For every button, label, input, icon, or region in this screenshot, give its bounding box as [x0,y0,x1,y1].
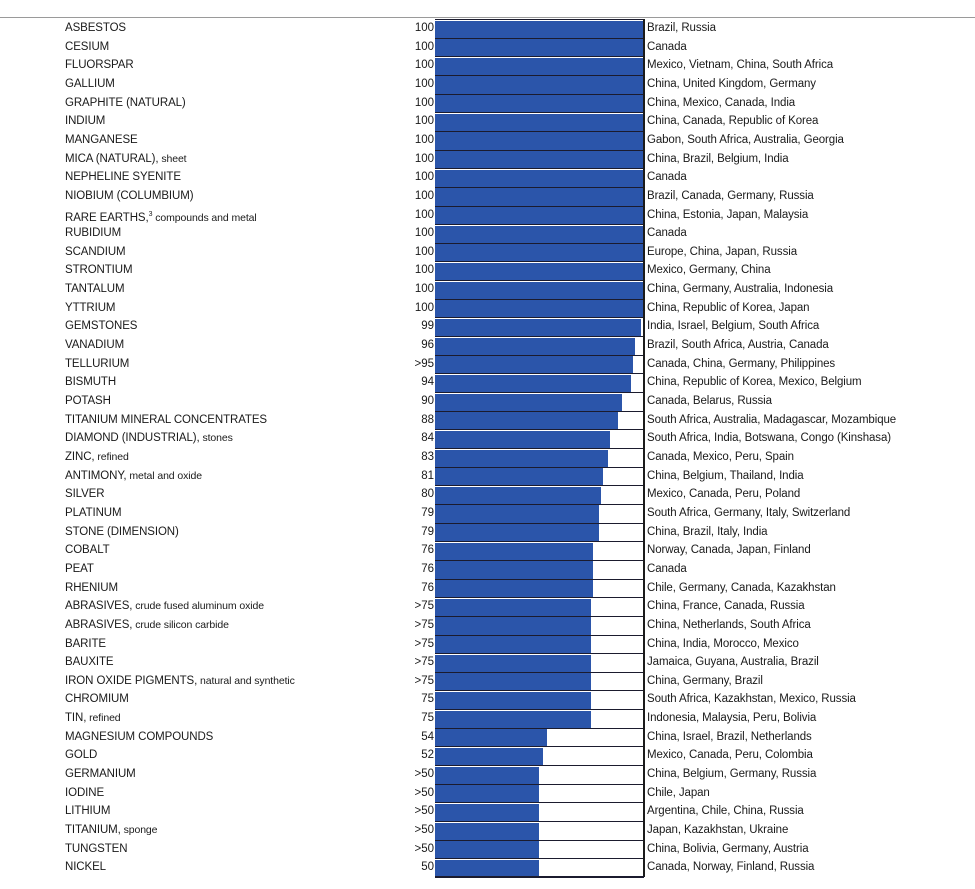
value-label: >50 [414,805,434,818]
chart-row [0,336,975,355]
bar [435,711,591,728]
chart-row [0,784,975,803]
commodity-label [65,786,104,800]
commodity-label [65,208,257,225]
commodity-name: IODINE [65,786,105,799]
chart-row [0,653,975,672]
value-label: 100 [414,22,434,34]
value-label: 76 [421,581,434,594]
commodity-name: IRON OXIDE PIGMENTS, [65,674,198,687]
chart-row [0,299,975,318]
bar [435,226,643,243]
bar [435,244,643,261]
value-label: 99 [421,320,434,333]
chart-row [0,541,975,560]
value-label: 94 [421,376,434,389]
chart-right-axis-line [643,19,645,877]
major-import-sources: Chile, Germany, Canada, Kazakhstan [647,581,836,594]
major-import-sources: China, Israel, Brazil, Netherlands [647,730,812,743]
chart-row [0,150,975,169]
value-label: 100 [414,208,434,221]
major-import-sources: Mexico, Canada, Peru, Poland [647,488,801,501]
commodity-qualifier: sheet [158,152,187,165]
commodity-label [65,506,122,520]
major-import-sources: China, India, Morocco, Mexico [647,637,799,650]
commodity-name: TUNGSTEN [65,842,128,855]
commodity-qualifier: refined [86,712,121,725]
value-label: 88 [421,413,434,426]
commodity-name: LITHIUM [65,805,111,818]
major-import-sources: China, Republic of Korea, Mexico, Belgium [647,376,862,389]
commodity-qualifier: compounds and metal [152,211,257,224]
commodity-name: SILVER [65,488,105,501]
commodity-name: NIOBIUM (COLUMBIUM) [65,189,194,202]
major-import-sources: Mexico, Canada, Peru, Colombia [647,749,813,762]
bar [435,412,618,429]
commodity-label [65,823,157,837]
bar [435,58,643,75]
chart-row [0,355,975,374]
chart-row [0,821,975,840]
major-import-sources: South Africa, Germany, Italy, Switzerland [647,506,851,519]
bar [435,394,622,411]
value-label: 100 [414,96,434,109]
bar [435,431,610,448]
commodity-name: BISMUTH [65,376,117,389]
chart-row [0,38,975,57]
value-label: 100 [414,189,434,202]
value-label: 80 [421,488,434,501]
chart-row [0,168,975,187]
chart-row [0,709,975,728]
major-import-sources: Canada, Mexico, Peru, Spain [647,451,794,463]
major-import-sources: Mexico, Vietnam, China, South Africa [647,59,834,72]
major-import-sources: Canada [647,227,687,240]
bar [435,617,591,634]
bar [435,114,643,131]
commodity-label [65,748,97,762]
bar [435,151,643,168]
commodity-name: VANADIUM [65,339,125,352]
chart-row [0,802,975,821]
bar [435,356,633,373]
commodity-label [65,245,126,259]
commodity-name: NEPHELINE SYENITE [65,171,181,184]
bar [435,487,601,504]
value-label: 90 [421,395,434,408]
commodity-label [65,469,202,483]
commodity-label [65,133,138,147]
chart-row [0,746,975,765]
commodity-label [65,543,110,557]
bar [435,338,635,355]
major-import-sources: South Africa, India, Botswana, Congo (Kinshasa) [647,432,891,445]
bar [435,263,643,280]
chart-row [0,317,975,336]
chart-row [0,261,975,280]
value-label: 54 [421,730,434,743]
commodity-label [65,637,106,651]
commodity-name: GEMSTONES [65,320,138,333]
bar [435,300,643,317]
commodity-label [65,77,115,91]
major-import-sources: Norway, Canada, Japan, Finland [647,544,811,557]
commodity-label [65,338,124,352]
commodity-name: ANTIMONY, [65,469,127,482]
value-label: >75 [414,600,434,613]
major-import-sources: Mexico, Germany, China [647,264,771,277]
commodity-name: POTASH [65,395,111,408]
bar [435,319,641,336]
bar [435,636,591,653]
commodity-qualifier: crude silicon carbide [132,618,229,631]
chart-bottom-axis-line [435,876,644,878]
chart-row [0,243,975,262]
value-label: 100 [414,171,434,184]
commodity-name: MICA (NATURAL), [65,152,159,165]
chart-row [0,429,975,448]
chart-row [0,485,975,504]
commodity-label [65,301,115,315]
value-label: 100 [414,115,434,128]
bar [435,841,539,858]
bar [435,729,547,746]
major-import-sources: China, Republic of Korea, Japan [647,301,810,314]
chart-row [0,448,975,467]
commodity-name: RUBIDIUM [65,227,122,240]
major-import-sources: China, Belgium, Germany, Russia [647,768,817,781]
chart-row [0,131,975,150]
value-label: >50 [414,768,434,781]
commodity-label [65,40,109,54]
major-import-sources: South Africa, Australia, Madagascar, Mozambique [647,413,897,426]
chart-row [0,523,975,542]
value-label: 84 [421,432,434,445]
commodity-name: COBALT [65,544,110,557]
value-label: >75 [414,674,434,687]
bar [435,673,591,690]
commodity-qualifier: metal and oxide [126,469,202,482]
chart-row [0,467,975,486]
bar [435,282,643,299]
chart-row [0,187,975,206]
commodity-label [65,152,187,166]
value-label: 100 [414,264,434,277]
commodity-label [65,375,116,389]
footnote-marker: 3 [148,210,153,218]
commodity-label [65,842,127,856]
commodity-name: TITANIUM, [65,824,121,837]
commodity-name: INDIUM [65,115,106,128]
bar [435,450,608,467]
chart-row [0,579,975,598]
bar [435,468,603,485]
commodity-name: ZINC, [65,451,95,463]
major-import-sources: China, Netherlands, South Africa [647,618,811,631]
major-import-sources: Canada, Norway, Finland, Russia [647,861,815,874]
major-import-sources: Brazil, South Africa, Austria, Canada [647,339,829,352]
chart-row [0,560,975,579]
value-label: 100 [414,301,434,314]
bar [435,543,593,560]
commodity-label [65,730,213,744]
value-label: 100 [414,133,434,146]
value-label: 50 [421,861,434,874]
commodity-label [65,674,295,688]
chart-row [0,112,975,131]
commodity-label [65,357,129,371]
commodity-label [65,525,179,539]
commodity-label [65,487,104,501]
major-import-sources: Europe, China, Japan, Russia [647,245,797,258]
bar [435,21,643,38]
commodity-label [65,114,105,128]
commodity-name: BAUXITE [65,656,114,669]
major-import-sources: Chile, Japan [647,786,710,799]
commodity-label [65,282,124,296]
value-label: 83 [421,451,434,463]
major-import-sources: China, Estonia, Japan, Malaysia [647,208,809,221]
value-label: >50 [414,786,434,799]
bar [435,823,539,840]
commodity-qualifier: natural and synthetic [197,674,295,687]
commodity-qualifier: sponge [120,824,158,837]
value-label: 76 [421,562,434,575]
commodity-name: GALLIUM [65,77,115,90]
commodity-name: STONE (DIMENSION) [65,525,179,538]
value-label: 100 [414,77,434,90]
bar [435,655,591,672]
bar [435,599,591,616]
commodity-qualifier: refined [94,451,129,463]
value-label: 75 [421,693,434,706]
chart-row [0,635,975,654]
bar [435,748,543,765]
value-label: 100 [414,59,434,72]
bar [435,170,643,187]
major-import-sources: South Africa, Kazakhstan, Mexico, Russia [647,693,856,706]
major-import-sources: China, Canada, Republic of Korea [647,115,819,128]
value-label: >75 [414,637,434,650]
commodity-name: PLATINUM [65,506,122,519]
commodity-label [65,319,137,333]
bar [435,375,631,392]
major-import-sources: China, Belgium, Thailand, India [647,469,804,482]
bar [435,132,643,149]
major-import-sources: India, Israel, Belgium, South Africa [647,320,820,333]
bar [435,188,643,205]
commodity-label [65,711,121,725]
major-import-sources: Canada, Belarus, Russia [647,395,772,408]
bar [435,785,539,802]
chart-row [0,392,975,411]
chart-row [0,690,975,709]
value-label: >50 [414,824,434,837]
major-import-sources: Gabon, South Africa, Australia, Georgia [647,133,844,146]
chart-row [0,19,975,38]
commodity-label [65,96,186,110]
value-label: >95 [414,357,434,370]
value-label: 96 [421,339,434,352]
value-label: 76 [421,544,434,557]
commodity-name: CHROMIUM [65,693,129,706]
major-import-sources: China, France, Canada, Russia [647,600,805,613]
chart-row [0,858,975,877]
value-label: >75 [414,656,434,669]
commodity-name: CESIUM [65,40,110,53]
commodity-label [65,692,129,706]
commodity-name: YTTRIUM [65,301,116,314]
chart-row [0,765,975,784]
commodity-label [65,431,233,445]
commodity-name: SCANDIUM [65,245,126,258]
major-import-sources: Jamaica, Guyana, Australia, Brazil [647,656,819,669]
chart-row [0,616,975,635]
major-import-sources: Japan, Kazakhstan, Ukraine [647,824,789,837]
value-label: 100 [414,227,434,240]
bar [435,76,643,93]
commodity-label [65,450,129,464]
commodity-name: FLUORSPAR [65,59,134,72]
commodity-label [65,58,134,72]
chart-row [0,597,975,616]
commodity-name: MANGANESE [65,133,138,146]
major-import-sources: Brazil, Canada, Germany, Russia [647,189,814,202]
chart-row [0,504,975,523]
commodity-label [65,599,264,613]
commodity-name: MAGNESIUM COMPOUNDS [65,730,214,743]
commodity-qualifier: crude fused aluminum oxide [132,600,264,613]
commodity-label [65,413,267,427]
bar [435,95,643,112]
commodity-label [65,767,136,781]
commodity-name: DIAMOND (INDUSTRIAL), [65,432,200,445]
commodity-name: RHENIUM [65,581,118,594]
commodity-name: STRONTIUM [65,264,133,277]
chart-row [0,411,975,430]
value-label: 52 [421,749,434,762]
bar [435,580,593,597]
bar [435,804,539,821]
commodity-name: GOLD [65,749,98,762]
commodity-name: ABRASIVES, [65,618,133,631]
bar [435,860,539,877]
commodity-name: BARITE [65,637,106,650]
value-label: 100 [414,283,434,296]
major-import-sources: China, Germany, Brazil [647,674,763,687]
major-import-sources: Canada [647,40,687,53]
commodity-label [65,562,94,576]
major-import-sources: Canada [647,171,687,184]
commodity-name: GERMANIUM [65,768,136,781]
commodity-qualifier: stones [199,432,233,445]
value-label: 81 [421,469,434,482]
commodity-label [65,226,121,240]
value-label: 100 [414,245,434,258]
commodity-name: RARE EARTHS, [65,211,149,224]
major-import-sources: China, Mexico, Canada, India [647,96,796,109]
commodity-name: TANTALUM [65,283,125,296]
value-label: 100 [414,40,434,53]
chart-row [0,206,975,225]
major-import-sources: Indonesia, Malaysia, Peru, Bolivia [647,712,817,725]
chart-row [0,280,975,299]
commodity-name: ASBESTOS [65,22,126,34]
value-label: 100 [414,152,434,165]
chart-row [0,224,975,243]
value-label: 79 [421,525,434,538]
major-import-sources: Canada, China, Germany, Philippines [647,357,836,370]
value-label: >75 [414,618,434,631]
value-label: >50 [414,842,434,855]
commodity-label [65,263,132,277]
major-import-sources: China, Germany, Australia, Indonesia [647,283,834,296]
commodity-label [65,170,181,184]
major-import-sources: China, Brazil, Belgium, India [647,152,789,165]
major-import-sources: China, Brazil, Italy, India [647,525,768,538]
commodity-name: GRAPHITE (NATURAL) [65,96,186,109]
value-label: 75 [421,712,434,725]
major-import-sources: Canada [647,562,687,575]
chart-row [0,840,975,859]
chart-row [0,728,975,747]
commodity-label [65,860,106,874]
commodity-name: ABRASIVES, [65,600,133,613]
commodity-label [65,189,193,203]
commodity-label [65,804,110,818]
commodity-name: NICKEL [65,861,106,874]
major-import-sources: China, United Kingdom, Germany [647,77,816,90]
major-import-sources: Argentina, Chile, China, Russia [647,805,804,818]
commodity-label [65,655,114,669]
chart-row [0,75,975,94]
chart-row [0,672,975,691]
bar [435,39,643,56]
value-label: 79 [421,506,434,519]
commodity-name: TIN, [65,712,87,725]
commodity-name: TELLURIUM [65,357,130,370]
commodity-label [65,618,229,632]
bar [435,505,599,522]
commodity-name: PEAT [65,562,94,575]
chart-row [0,56,975,75]
bar [435,561,593,578]
bar [435,524,599,541]
commodity-label [65,21,126,35]
commodity-name: TITANIUM MINERAL CONCENTRATES [65,413,267,426]
bar [435,207,643,224]
commodity-label [65,394,111,408]
bar [435,692,591,709]
chart-row [0,373,975,392]
major-import-sources: China, Bolivia, Germany, Austria [647,842,809,855]
chart-row [0,94,975,113]
commodity-label [65,581,118,595]
major-import-sources: Brazil, Russia [647,22,716,34]
bar [435,767,539,784]
